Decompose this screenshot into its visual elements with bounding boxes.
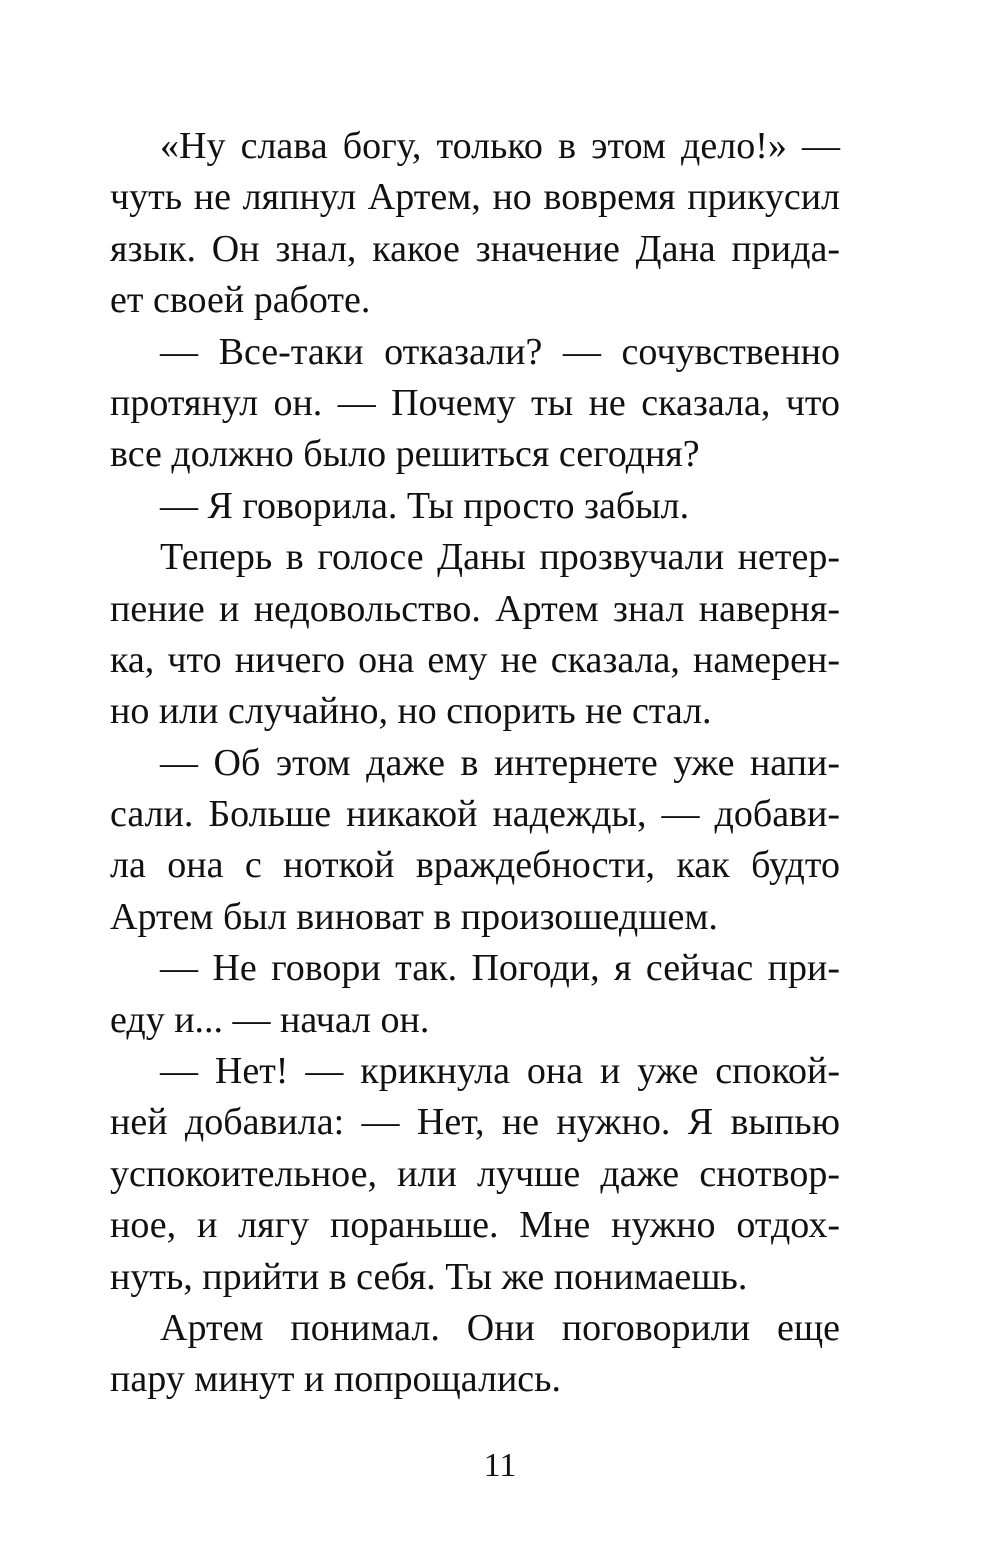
text-line: Артем был виноват в произошедшем. [110,895,718,938]
text-line: ное, и лягу пораньше. Мне нужно отдох- [110,1204,840,1247]
text-line: успокоительное, или лучше даже снотвор- [110,1152,840,1195]
text-line: ка, что ничего она ему не сказала, намерен- [110,638,840,681]
body-text [110,121,840,1406]
text-line: Теперь в голосе Даны прозвучали нетер- [160,536,840,579]
page-number: 11 [483,1447,517,1484]
text-line: все должно было решиться сегодня? [110,433,700,476]
text-line: ней добавила: — Нет, не нужно. Я выпью [110,1101,840,1144]
text-line: ет своей работе. [110,279,371,322]
text-line: но или случайно, но спорить не стал. [110,690,712,733]
text-line: — Нет! — крикнула она и уже спокой- [160,1050,840,1093]
text-line: — Я говорила. Ты просто забыл. [160,484,690,527]
text-line: Артем понимал. Они поговорили еще [160,1306,840,1349]
text-line: пару минут и попрощались. [110,1358,561,1401]
text-line: протянул он. — Почему ты не сказала, что [110,381,840,424]
text-line: нуть, прийти в себя. Ты же понимаешь. [110,1255,748,1298]
text-line: — Не говори так. Погоди, я сейчас при- [160,947,840,990]
text-line: — Все-таки отказали? — сочувственно [160,330,840,373]
text-line: чуть не ляпнул Артем, но вовремя прикусил [110,176,840,219]
text-line: сали. Больше никакой надежды, — добави- [110,793,840,836]
text-line: еду и... — начал он. [110,998,430,1041]
text-line: — Об этом даже в интернете уже напи- [160,741,840,784]
text-line: «Ну слава богу, только в этом дело!» — [160,125,840,167]
text-line: язык. Он знал, какое значение Дана прида- [110,227,840,270]
text-line: пение и недовольство. Артем знал наверня- [110,587,840,630]
text-line: ла она с ноткой враждебности, как будто [110,844,840,887]
